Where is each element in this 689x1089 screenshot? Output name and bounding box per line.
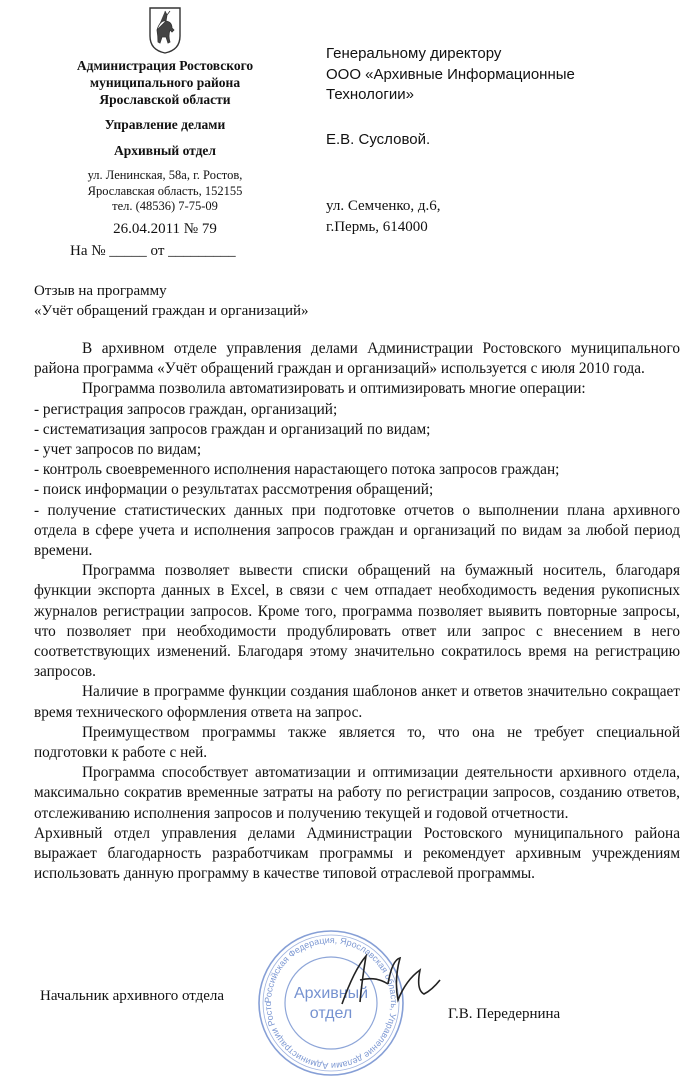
paragraph: Программа способствует автоматизации и оптимизации деятельности архивного отдела, максимально сократив временные затраты на работу по регистрации запросов, созданию ответов, отслеживанию исполнения запросов и получению текущей и годовой отчетности.	[34, 764, 680, 822]
paragraph: Преимуществом программы также является то, что она не требует специальной подготовки к работе с ней.	[34, 723, 680, 762]
recipient-address-line2: г.Пермь, 614000	[326, 219, 428, 235]
recipient	[326, 44, 575, 106]
recipient-address-line1: ул. Семченко, д.6,	[326, 198, 441, 214]
stamp-ring-text: Российская Федерация, Ярославская область, Управление делами Администрации Росто	[262, 934, 400, 1072]
sender-org-line3: Ярославской области	[99, 92, 231, 107]
letter-body	[34, 339, 680, 884]
sender-subdepartment: Архивный отдел	[114, 143, 216, 158]
recipient-line2: ООО «Архивные Информационные	[326, 65, 575, 83]
list-item: - контроль своевременного исполнения нарастающего потока запросов граждан;	[34, 461, 560, 479]
paragraph: Программа позволяет вывести списки обращений на бумажный носитель, благодаря функции экспорта данных в Excel, в связи с чем отпадает необходимость ведения рукописных журналов регистрации запросов. Кроме того, программа позволяет выявить повторные запросы, что позволяет при необходимости продублировать ответ или запрос с внесением в него соответствующих изменений. Благодаря этому значительно сократилось время на регистрацию запросов.	[34, 562, 680, 681]
sender-address-line2: Ярославская область, 152155	[87, 183, 243, 198]
paragraph: В архивном отделе управления делами Администрации Ростовского муниципального района программа «Учёт обращений граждан и организаций» используется с июля 2010 года.	[34, 340, 680, 378]
signature-name: Г.В. Передернина	[448, 1006, 561, 1022]
stamp-center-line1: Архивный	[293, 985, 369, 1002]
sender-address	[40, 168, 290, 215]
list-item: - систематизация запросов граждан и организаций по видам;	[34, 420, 431, 438]
paragraph: Программа позволила автоматизировать и оптимизировать многие операции:	[82, 380, 586, 398]
recipient-name: Е.В. Сусловой.	[326, 131, 431, 148]
recipient-address	[326, 196, 441, 238]
list-item: - учет запросов по видам;	[34, 441, 202, 459]
subject-line2: «Учёт обращений граждан и организаций»	[34, 303, 309, 319]
list-item: - поиск информации о результатах рассмотрения обращений;	[34, 481, 434, 499]
signature-position: Начальник архивного отдела	[40, 988, 225, 1004]
recipient-line1: Генеральному директору	[326, 45, 502, 62]
sender-org-line1: Администрация Ростовского	[76, 58, 254, 73]
paragraph: Наличие в программе функции создания шаблонов анкет и ответов значительно сокращает время технического оформления ответа на запрос.	[34, 683, 680, 721]
sender-organization	[40, 57, 290, 108]
reply-reference: На № _____ от _________	[70, 243, 236, 259]
sender-address-line1: ул. Ленинская, 58а, г. Ростов,	[87, 168, 243, 182]
handwritten-signature	[336, 950, 446, 1010]
subject-line1: Отзыв на программу	[34, 283, 167, 299]
stamp-center-line2: отдел	[309, 1005, 353, 1022]
list-item: - получение статистических данных при подготовке отчетов о выполнении плана архивного отдела в сфере учета и исполнения запросов граждан и организаций по видам за любой период времени.	[34, 501, 680, 560]
letter-date-number: 26.04.2011 № 79	[113, 221, 217, 237]
list-item: - регистрация запросов граждан, организаций;	[34, 400, 338, 418]
sender-department: Управление делами	[104, 117, 226, 132]
sender-org-line2: муниципального района	[89, 75, 241, 90]
subject	[34, 281, 309, 321]
recipient-line3: Технологии»	[326, 86, 414, 103]
paragraph: Архивный отдел управления делами Администрации Ростовского муниципального района выражает благодарность разработчикам программы и рекомендует архивным учреждениям использовать данную программу в качестве типовой отраслевой программы.	[34, 824, 680, 883]
sender-phone: тел. (48536) 7-75-09	[112, 199, 218, 213]
coat-of-arms-icon	[148, 6, 182, 54]
